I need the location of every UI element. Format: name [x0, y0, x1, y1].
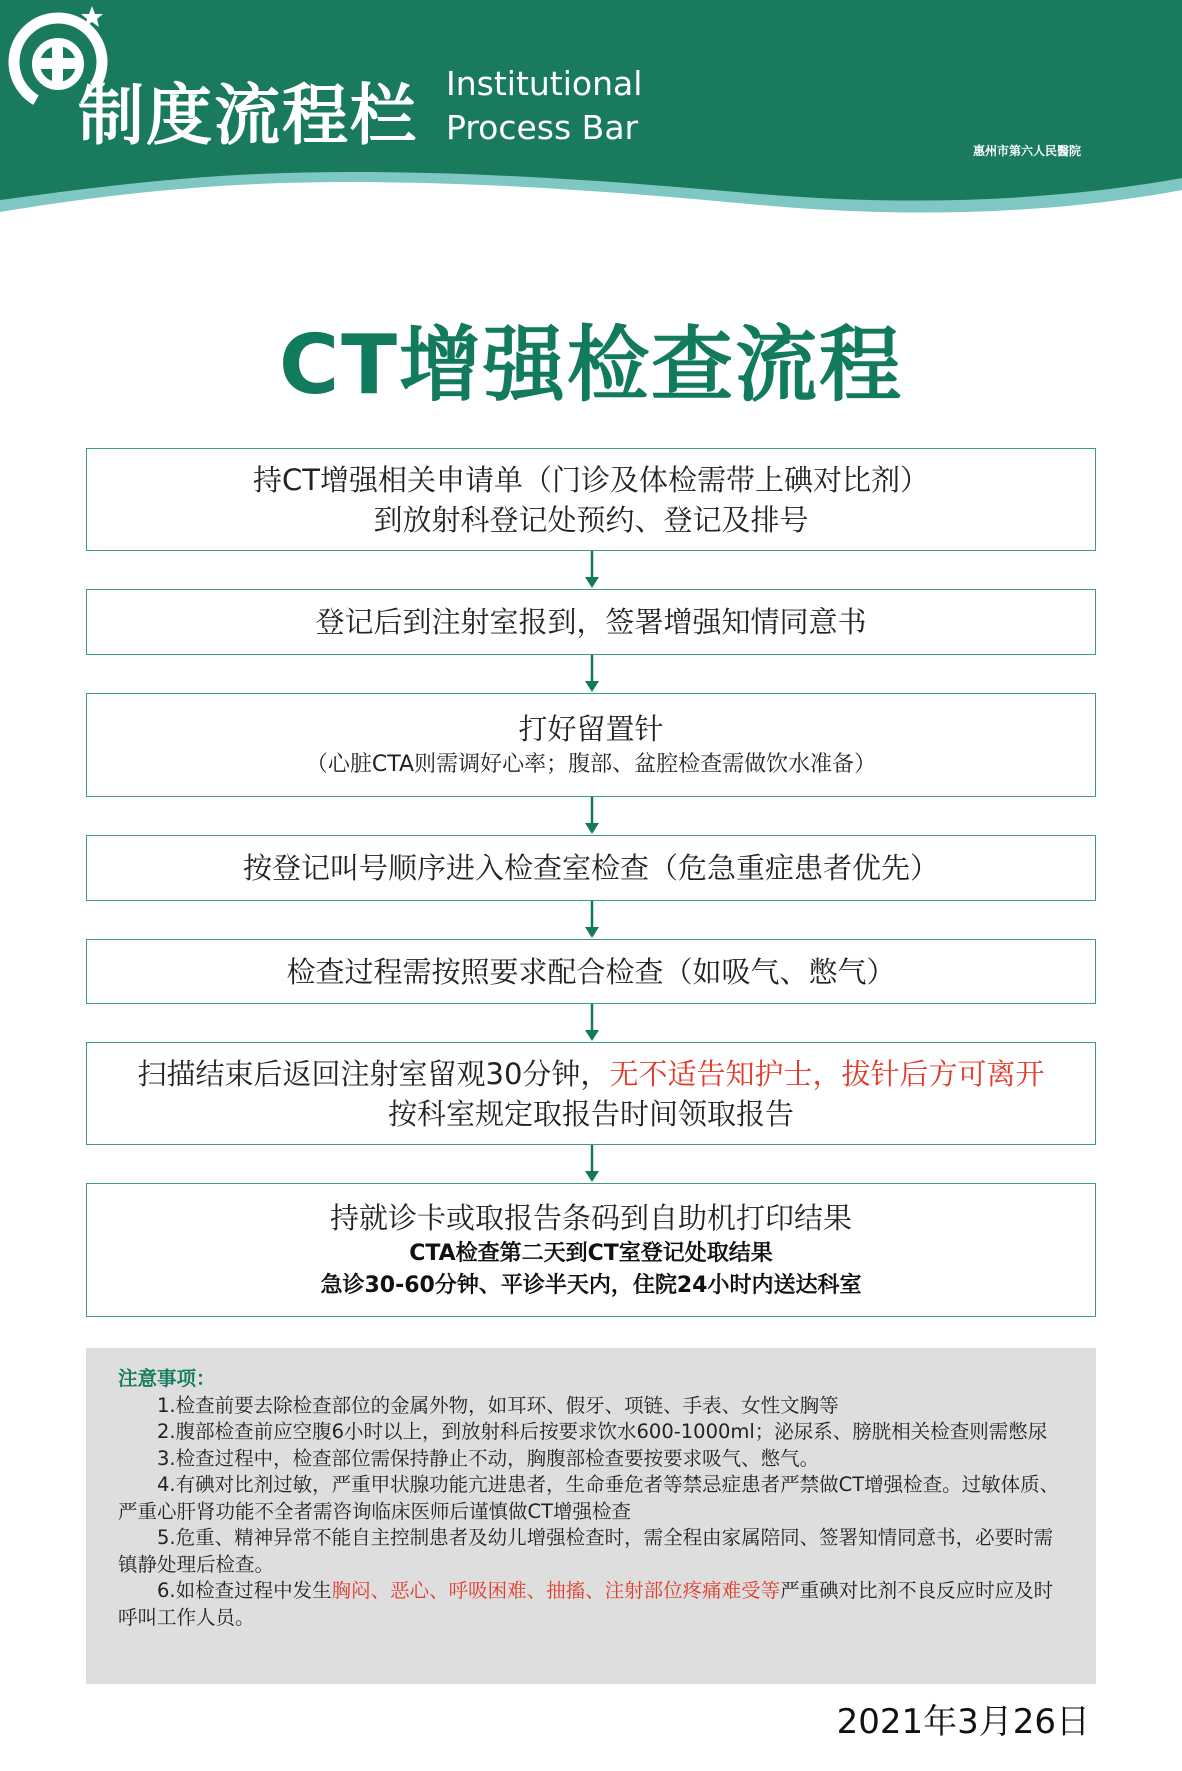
- date-label: 2021年3月26日: [836, 1702, 1090, 1742]
- note-item-6: [118, 1578, 1064, 1631]
- step-4-box: [86, 835, 1096, 901]
- step-6-box: [86, 1042, 1096, 1145]
- header-title-en-line1: Institutional: [446, 64, 643, 103]
- step-3-box: [86, 693, 1096, 797]
- page-title: CT增强检查流程: [278, 318, 904, 413]
- note-item-2: 2.腹部检查前应空腹6小时以上，到放射科后按要求饮水600-1000ml；泌尿系、膀胱相关检查则需憋尿: [157, 1420, 1048, 1443]
- step-4-line1: 按登记叫号顺序进入检查室检查（危急重症患者优先）: [242, 851, 939, 885]
- note-item-6-post: 严重碘对比剂不良反应时应及时呼叫工作人员。: [118, 1579, 1054, 1629]
- hospital-name: 惠州市第六人民醫院: [972, 144, 1081, 158]
- arrow-down-icon: [584, 1145, 600, 1182]
- notes-title: 注意事项：: [118, 1367, 216, 1390]
- arrow-down-icon: [584, 655, 600, 692]
- step-5-box: [86, 939, 1096, 1004]
- step-6-warning-text: 无不适告知护士，拔针后方可离开: [609, 1056, 1045, 1091]
- arrow-down-icon: [584, 901, 600, 938]
- step-6-line2: 按科室规定取报告时间领取报告: [387, 1096, 794, 1131]
- step-3-line2: （心脏CTA则需调好心率；腹部、盆腔检查需做饮水准备）: [305, 752, 877, 777]
- step-3-line1: 打好留置针: [518, 712, 664, 746]
- step-2-line1: 登记后到注射室报到，签署增强知情同意书: [315, 605, 867, 639]
- header-title-zh: 制度流程栏: [78, 77, 418, 154]
- arrow-down-icon: [584, 797, 600, 834]
- arrow-down-icon: [584, 551, 600, 588]
- step-1-line2: 到放射科登记处预约、登记及排号: [373, 502, 809, 537]
- header-title-en-line2: Process Bar: [446, 108, 639, 147]
- arrow-down-icon: [584, 1004, 600, 1041]
- notes-box: [86, 1348, 1096, 1684]
- note-item-5: 5.危重、精神异常不能自主控制患者及幼儿增强检查时，需全程由家属陪同、签署知情同意书，必要时需镇静处理后检查。: [118, 1526, 1054, 1576]
- note-item-6-pre: 6.如检查过程中发生: [157, 1579, 332, 1602]
- note-item-6-warning: 胸闷、恶心、呼吸困难、抽搐、注射部位疼痛难受等: [331, 1579, 781, 1602]
- note-item-1: 1.检查前要去除检查部位的金属外物，如耳环、假牙、项链、手表、女性文胸等: [157, 1393, 839, 1417]
- step-6-line1: [138, 1054, 1045, 1094]
- step-7-line1: 持就诊卡或取报告条码到自助机打印结果: [329, 1201, 852, 1235]
- step-2-box: [86, 589, 1096, 655]
- header-title-en: [446, 62, 642, 150]
- note-item-4: 4.有碘对比剂过敏，严重甲状腺功能亢进患者，生命垂危者等禁忌症患者严禁做CT增强检查。过敏体质、严重心肝肾功能不全者需咨询临床医师后谨慎做CT增强检查: [118, 1473, 1060, 1523]
- step-7-line2: CTA检查第二天到CT室登记处取结果: [409, 1241, 773, 1266]
- step-7-line3: 急诊30-60分钟、平诊半天内，住院24小时内送达科室: [320, 1273, 862, 1298]
- hospital-logo-icon: [0, 0, 120, 120]
- step-7-box: [86, 1183, 1096, 1317]
- header-banner: [0, 0, 1182, 250]
- step-6-line1-text: 扫描结束后返回注射室留观30分钟，: [137, 1056, 610, 1091]
- step-5-line1: 检查过程需按照要求配合检查（如吸气、憋气）: [286, 954, 896, 989]
- step-1-line1: 持CT增强相关申请单（门诊及体检需带上碘对比剂）: [253, 462, 929, 497]
- step-1-box: [86, 448, 1096, 551]
- note-item-3: 3.检查过程中，检查部位需保持静止不动，胸腹部检查要按要求吸气、憋气。: [157, 1446, 820, 1470]
